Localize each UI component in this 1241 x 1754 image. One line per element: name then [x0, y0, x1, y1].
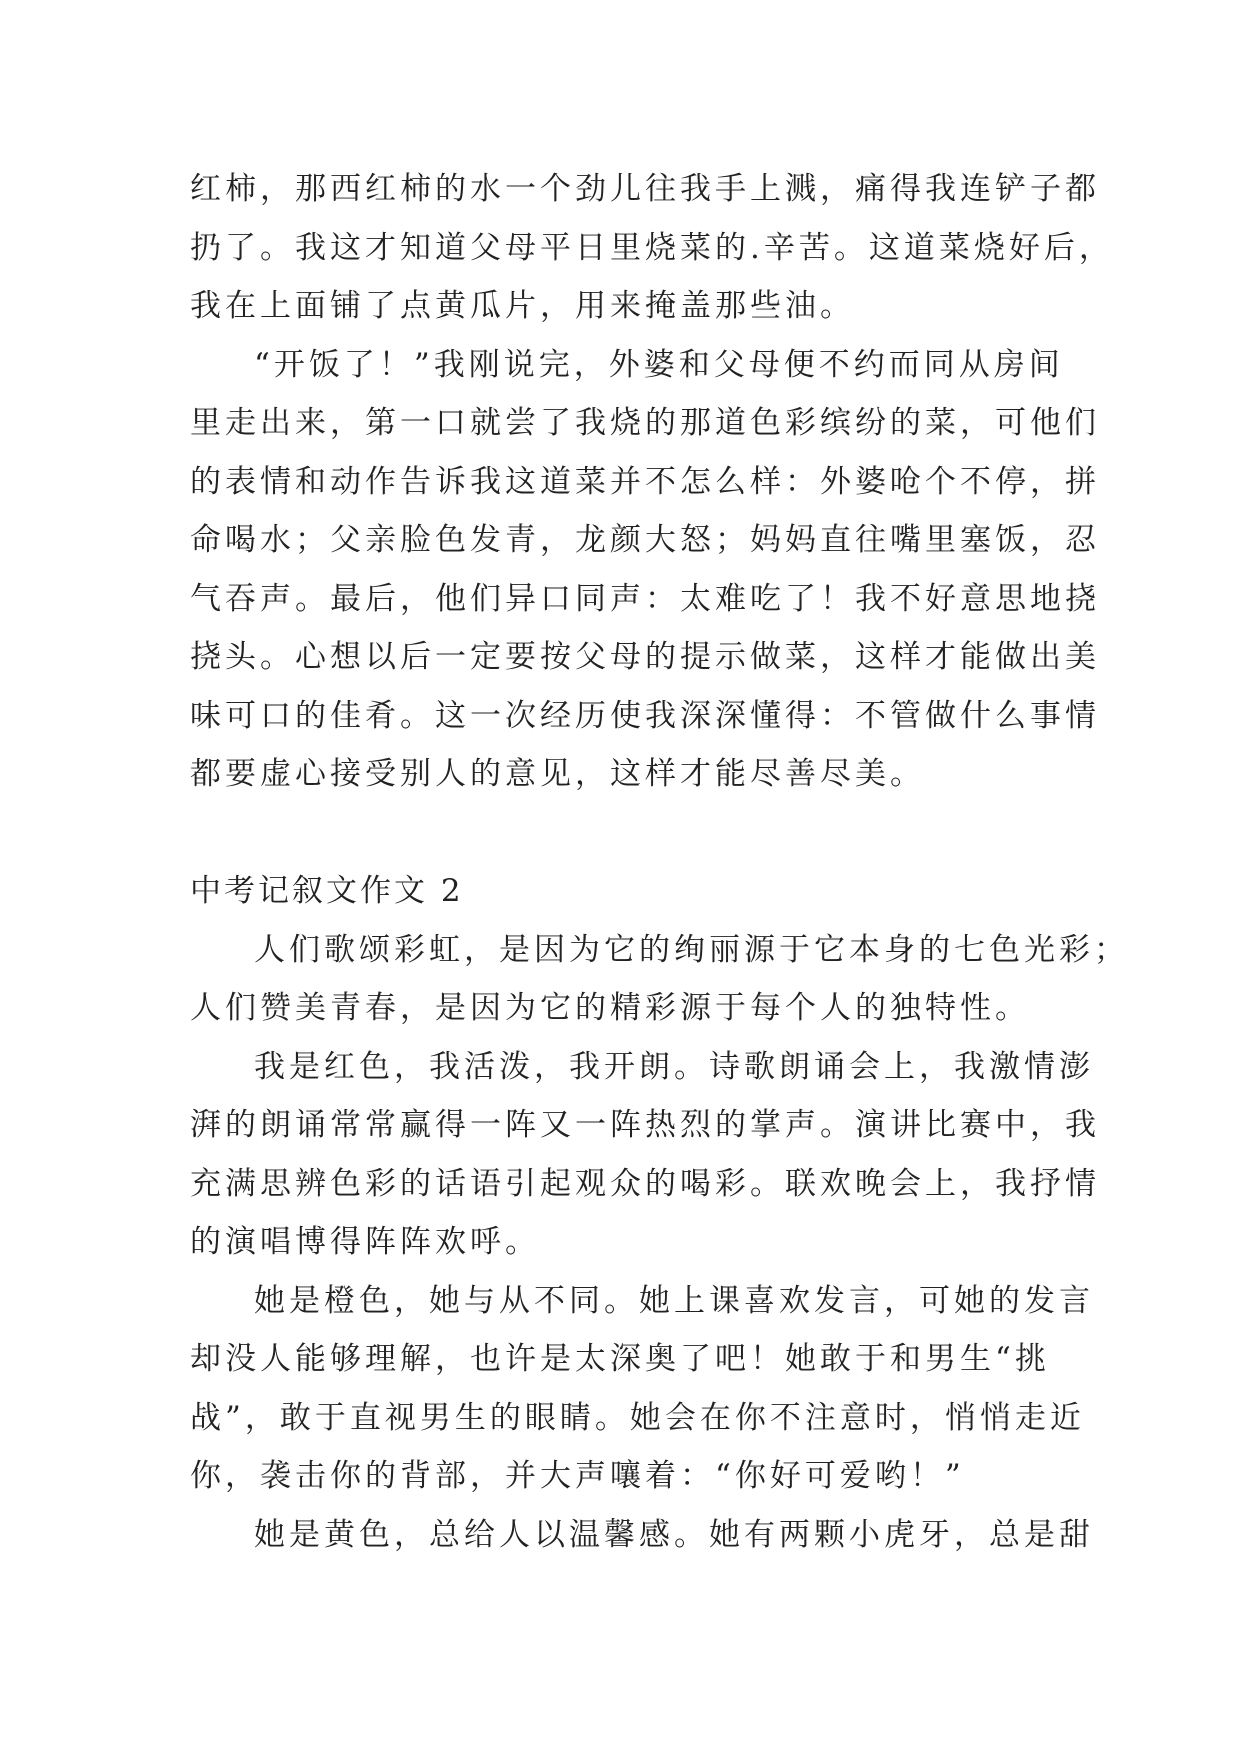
text-line: 里走出来，第一口就尝了我烧的那道色彩缤纷的菜，可他们: [190, 405, 1100, 441]
paragraph-start-line: “开饭了！”我刚说完，外婆和父母便不约而同从房间: [254, 346, 1064, 383]
text-line: 人们赞美青春，是因为它的精彩源于每个人的独特性。: [190, 990, 1030, 1026]
paragraph-start-line: 我是红色，我活泼，我开朗。诗歌朗诵会上，我激情澎: [254, 1048, 1094, 1085]
text-line: 湃的朗诵常常赢得一阵又一阵热烈的掌声。演讲比赛中，我: [190, 1107, 1100, 1143]
text-line: 的表情和动作告诉我这道菜并不怎么样：外婆呛个不停，拼: [190, 463, 1100, 500]
text-line: 扔了。我这才知道父母平日里烧菜的.辛苦。这道菜烧好后，: [190, 229, 1114, 266]
section-gap: [190, 804, 1050, 863]
text-line: 味可口的佳肴。这一次经历使我深深懂得：不管做什么事情: [190, 697, 1100, 734]
text-line: 的演唱博得阵阵欢呼。: [190, 1224, 540, 1260]
text-line: 挠头。心想以后一定要按父母的提示做菜，这样才能做出美: [190, 639, 1100, 675]
text-line: 都要虚心接受别人的意见，这样才能尽善尽美。: [190, 756, 925, 792]
text-line: 命喝水；父亲脸色发青，龙颜大怒；妈妈直往嘴里塞饭，忍: [190, 522, 1100, 558]
text-line: 战”，敢于直视男生的眼睛。她会在你不注意时，悄悄走近: [190, 1399, 1085, 1436]
paragraph-start-line: 人们歌颂彩虹，是因为它的绚丽源于它本身的七色光彩；: [254, 931, 1129, 968]
text-line: 却没人能够理解，也许是太深奥了吧！她敢于和男生“挑: [190, 1341, 1050, 1377]
text-line: 充满思辨色彩的话语引起观众的喝彩。联欢晚会上，我抒情: [190, 1165, 1100, 1202]
text-line: 气吞声。最后，他们异口同声：太难吃了！我不好意思地挠: [190, 580, 1100, 617]
section-heading: 中考记叙文作文 2: [190, 873, 464, 909]
paragraph-start-line: 她是黄色，总给人以温馨感。她有两颗小虎牙，总是甜: [254, 1516, 1094, 1553]
document-page: [190, 160, 1129, 1564]
text-line: 我在上面铺了点黄瓜片，用来掩盖那些油。: [190, 288, 855, 324]
text-line: 你，袭击你的背部，并大声嚷着：“你好可爱哟！”: [190, 1458, 965, 1494]
paragraph-start-line: 她是橙色，她与从不同。她上课喜欢发言，可她的发言: [254, 1282, 1094, 1319]
text-line: 红柿，那西红柿的水一个劲儿往我手上溅，痛得我连铲子都: [190, 171, 1100, 207]
